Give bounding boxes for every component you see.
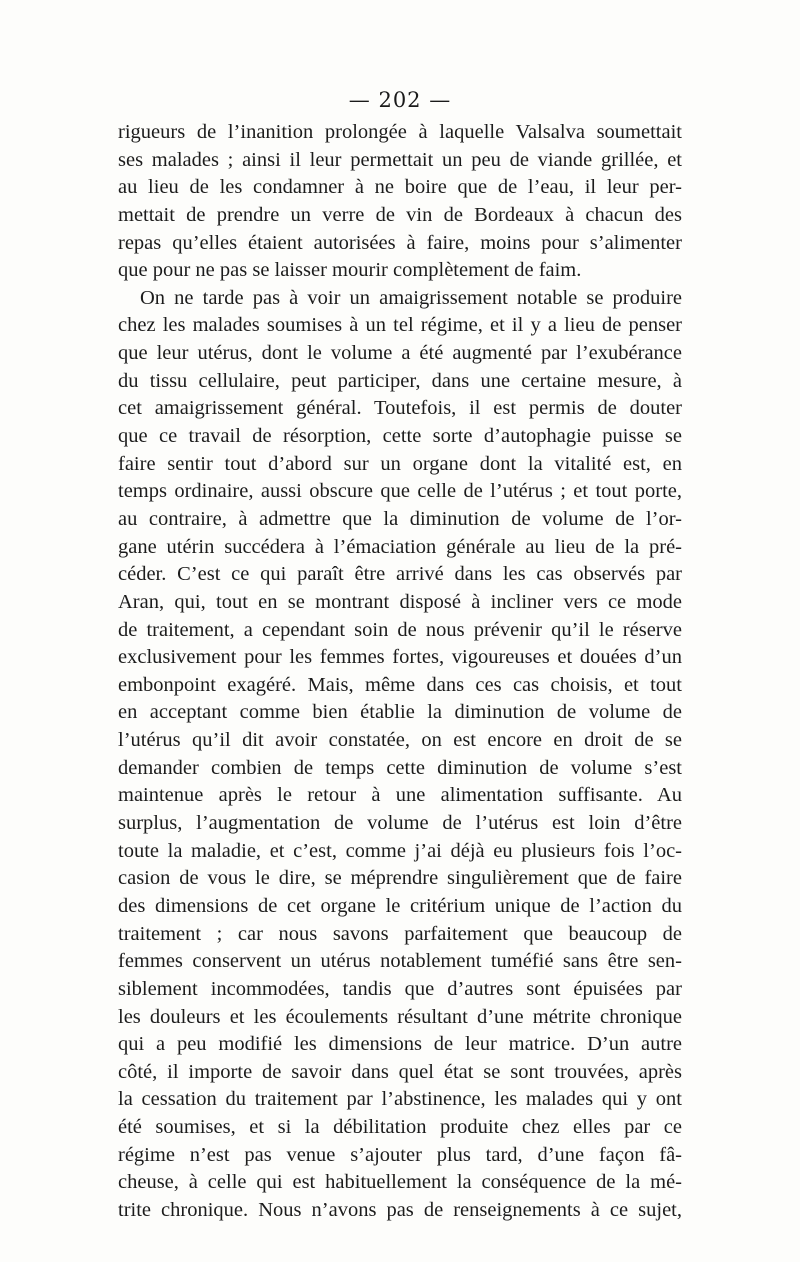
body-text <box>118 119 682 1225</box>
text-line: demander combien de temps cette diminution de volume s’est <box>118 756 682 779</box>
text-line: céder. C’est ce qui paraît être arrivé dans les cas observés par <box>118 563 682 586</box>
text-line: maintenue après le retour à une alimentation suffisante. Au <box>118 784 682 807</box>
text-line: surplus, l’augmentation de volume de l’utérus est loin d’être <box>118 812 682 835</box>
text-line: cet amaigrissement général. Toutefois, il est permis de douter <box>118 397 682 420</box>
text-line: chez les malades soumises à un tel régime, et il y a lieu de penser <box>118 314 682 337</box>
text-line: repas qu’elles étaient autorisées à faire, moins pour s’alimenter <box>118 231 682 254</box>
text-line: trite chronique. Nous n’avons pas de renseignements à ce sujet, <box>118 1198 682 1221</box>
text-line: temps ordinaire, aussi obscure que celle de l’utérus ; et tout porte, <box>118 480 682 503</box>
text-line: du tissu cellulaire, peut participer, dans une certaine mesure, à <box>118 369 682 392</box>
text-line: On ne tarde pas à voir un amaigrissement notable se produire <box>140 286 682 309</box>
text-line: des dimensions de cet organe le critérium unique de l’action du <box>118 894 682 917</box>
text-line: gane utérin succédera à l’émaciation générale au lieu de la pré- <box>118 535 682 558</box>
text-line: femmes conservent un utérus notablement tuméfié sans être sen- <box>118 950 682 973</box>
text-line: au lieu de les condamner à ne boire que de l’eau, il leur per- <box>118 176 682 199</box>
text-line: les douleurs et les écoulements résultant d’une métrite chronique <box>118 1005 682 1028</box>
text-line: qui a peu modifié les dimensions de leur matrice. D’un autre <box>118 1033 682 1056</box>
text-line: que ce travail de résorption, cette sorte d’autophagie puisse se <box>118 425 682 448</box>
text-line: embonpoint exagéré. Mais, même dans ces cas choisis, et tout <box>118 673 682 696</box>
text-line: au contraire, à admettre que la diminution de volume de l’or- <box>118 507 682 530</box>
text-line: cheuse, à celle qui est habituellement la conséquence de la mé- <box>118 1171 682 1194</box>
text-line: en acceptant comme bien établie la diminution de volume de <box>118 701 682 724</box>
text-line: de traitement, a cependant soin de nous prévenir qu’il le réserve <box>118 618 682 641</box>
text-line: traitement ; car nous savons parfaitement que beaucoup de <box>118 922 682 945</box>
text-line: mettait de prendre un verre de vin de Bordeaux à chacun des <box>118 203 682 226</box>
text-line: ses malades ; ainsi il leur permettait un peu de viande grillée, et <box>118 148 682 171</box>
text-line: rigueurs de l’inanition prolongée à laquelle Valsalva soumettait <box>118 121 682 143</box>
page-number: — 202 — <box>348 88 452 112</box>
text-line: siblement incommodées, tandis que d’autres sont épuisées par <box>118 977 682 1000</box>
text-line: que pour ne pas se laisser mourir complètement de faim. <box>118 259 582 282</box>
text-line: que leur utérus, dont le volume a été augmenté par l’exubérance <box>118 342 682 365</box>
text-line: casion de vous le dire, se méprendre singulièrement que de faire <box>118 867 682 890</box>
text-line: été soumises, et si la débilitation produite chez elles par ce <box>118 1116 682 1139</box>
text-line: toute la maladie, et c’est, comme j’ai déjà eu plusieurs fois l’oc- <box>118 839 682 862</box>
text-line: côté, il importe de savoir dans quel état se sont trouvées, après <box>118 1060 682 1083</box>
text-line: exclusivement pour les femmes fortes, vigoureuses et douées d’un <box>118 646 682 669</box>
text-line: régime n’est pas venue s’ajouter plus tard, d’une façon fâ- <box>118 1143 682 1166</box>
text-line: la cessation du traitement par l’abstinence, les malades qui y ont <box>118 1088 682 1111</box>
text-line: l’utérus qu’il dit avoir constatée, on est encore en droit de se <box>118 729 682 752</box>
text-line: Aran, qui, tout en se montrant disposé à incliner vers ce mode <box>118 590 682 613</box>
text-line: faire sentir tout d’abord sur un organe dont la vitalité est, en <box>118 452 682 475</box>
